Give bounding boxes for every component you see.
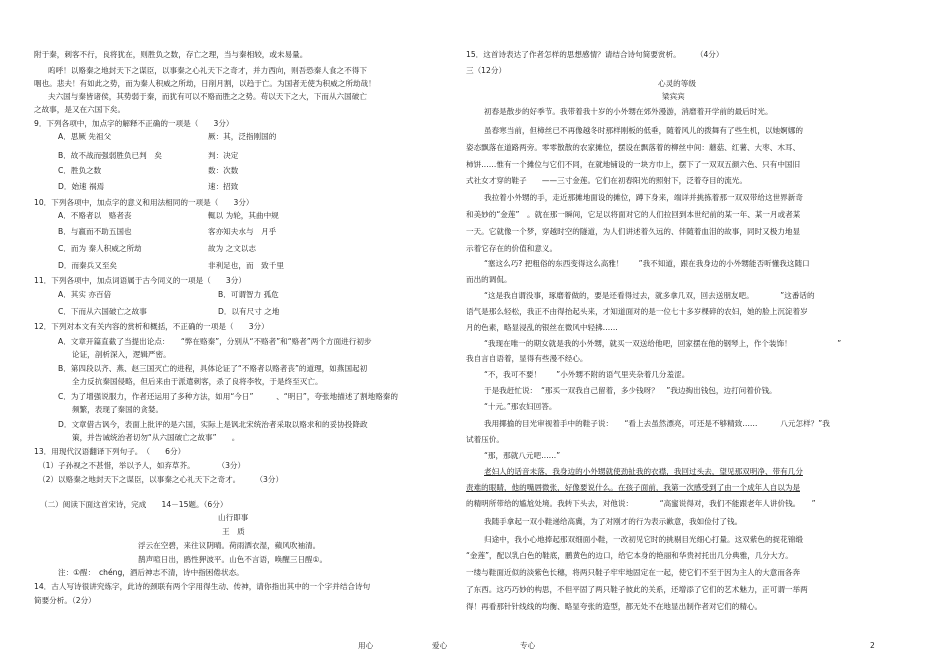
right-text-line-25: “那，那就八元吧……”: [484, 451, 561, 460]
left-text-line-27: D．以有尺寸 之地: [218, 307, 280, 316]
left-text-line-12: D．始速 祸焉: [58, 182, 105, 191]
left-text-line-45: 注：①酲： chéng，酒后神志不清，诗中指困倦状态。: [58, 568, 244, 577]
left-text-line-8: B．故不战而强弱胜负已判 矣: [58, 151, 162, 160]
left-text-line-34: 频繁，表现了秦国的贪婪。: [72, 405, 164, 414]
right-text-line-8: 式社女才穿的鞋子 ——三寸金莲。它们在初春阳光的照射下，泛着夺目的流光。: [466, 176, 747, 185]
left-text-line-29: A．文章开篇直截了当提出论点： “弊在赂秦”，分别从“不赂者”和“赂者”两个方面进行初步: [58, 337, 372, 346]
left-text-line-47: 简要分析。（2分）: [34, 596, 96, 605]
left-text-line-10: C．胜负之数: [58, 166, 102, 175]
left-text-line-23: 11．下列各项中，加点词语属于古今同义的一项是（ 3分）: [34, 276, 246, 285]
right-text-line-21: 于是我赶忙说： “那买一双我自己留着，多少钱呀？ ”我边掏出钱包，边打问着价钱。: [484, 386, 777, 395]
left-text-line-5: 9．下列各项中，加点字的解释不正确的一项是（ 3分）: [34, 119, 234, 128]
left-text-line-17: B．与嬴而不助五国也: [58, 227, 132, 236]
right-text-line-30: 归途中，我小心地捧起那双细面小鞋，一改初见它时的挑剔目光细心打量。这双紫色的捉花锦缎: [484, 535, 803, 544]
left-text-line-3: 夫六国与秦皆诸侯，其势弱于秦，而犹有可以不赂而胜之之势。苟以天下之大，下而从六国破亡: [48, 92, 367, 101]
left-text-line-31: B．第四段以齐、燕、赵三国灭亡的进程，具体论证了“不赂者以赂者丧”的道理，如燕国起初: [58, 364, 368, 373]
right-text-line-4: 初春是散步的好季节。我带着我十岁的小外甥在郊外漫游，消磨着开学前的最后时光。: [484, 107, 773, 116]
left-text-line-42: 王 质: [222, 527, 245, 536]
footer-text-3: 专心: [520, 641, 536, 650]
left-text-line-40: （二）阅读下面这首宋诗，完成 14－15题。（6分）: [40, 500, 228, 509]
right-text-line-14: 而出的调侃。: [466, 275, 512, 284]
right-text-line-5: 虽春寒当前，但樟丝已不再像越冬时那样刚板的低垂，随着风儿的拨舞有了些生机，以她婀娜的: [484, 126, 803, 135]
right-text-line-3: 梁宾宾: [662, 92, 685, 101]
left-text-line-14: 10．下列各项中，加点字的意义和用法相同的一项是（ 3分）: [34, 198, 254, 207]
right-text-line-6: 姿态飘落在道路两旁。零零散散的农家摊位，摆设在飘落着的柳丝中间：蘑菇、红薯、大枣、木耳、: [466, 143, 801, 152]
right-text-line-18: “我现在唯一的期女就是我的小外甥，就买一双送给他吧，回家摆在他的钢琴上，作个装饰！ ”: [484, 339, 842, 348]
left-text-line-30: 论证，剖析深入，逻辑严密。: [72, 350, 171, 359]
right-text-line-13: “塞这么巧? 把粗俗的东西变得这么高雅！ ”我不知道，跟在我身边的小外甥能否听懂我这随口: [484, 259, 810, 268]
left-text-line-43: 浮云在空碧，来往议阴晴。荷雨洒衣湿，蘋风吹袖清。: [138, 541, 321, 550]
left-text-line-35: D．文章借古讽今，表面上批评的是六国，实际上是讽北宋统治者采取以赂求和的妥协投降政: [58, 420, 368, 429]
right-text-line-28: 的精明所带给的尴尬处境。我转下头去，对他说： “高蜜说得对，我们不能跟老年人讲价钱。 ”: [466, 499, 816, 508]
right-text-line-34: 得！再看那针针线线的均衡、略显夸张的造型，都无处不在地显出制作者对它们的精心。: [466, 602, 763, 611]
left-text-line-22: 非利足也，而 致千里: [208, 261, 284, 270]
right-text-line-1: 三（12分）: [466, 66, 507, 75]
left-text-line-36: 策，并告诫统治者切勿“从六国破亡之故事” 。: [72, 433, 240, 442]
right-text-line-0: 15．这首诗表达了作者怎样的思想感情？请结合诗句简要赏析。 （4分）: [466, 50, 724, 59]
left-text-line-4: 之故事，是又在六国下矣。: [34, 105, 126, 114]
left-text-line-20: 故为 之文以志: [208, 244, 256, 253]
right-text-line-26: 老妇人的话音未落，我身边的小外甥就使劲扯我的衣襟，我回过头去，望见那双明净、带有几分: [484, 467, 803, 476]
left-text-line-18: 客亦知夫水与 月乎: [208, 227, 277, 236]
right-text-line-24: 试着压价。: [466, 435, 504, 444]
right-text-line-19: 我自言自语着，显得有些漫不经心。: [466, 354, 588, 363]
left-text-line-6: A．思厥 先祖父: [58, 132, 112, 141]
left-text-line-19: C．而为 秦人积威之所劫: [58, 244, 142, 253]
left-text-line-39: （2）以赂秦之地封天下之谋臣，以事秦之心礼天下之奇才。 （3分）: [38, 475, 284, 484]
right-text-line-10: 和美妙的“金莲” 。就在那一瞬间，它足以将面对它的人们拉回到本世纪前的某一年、某一月或者某: [466, 210, 801, 219]
right-text-line-22: “十元。”那农妇回答。: [484, 402, 557, 411]
footer-text-1: 用心: [358, 641, 374, 650]
left-text-line-38: （1）子孙视之不甚惜，举以予人，如弃草芥。 （3分）: [38, 461, 246, 470]
left-text-line-11: 数：次数: [208, 166, 239, 175]
left-text-line-41: 山行即事: [218, 513, 249, 522]
left-text-line-2: 咽也。悲夫！有如此之势，而为秦人积威之所劫，日削月割，以趋于亡。为国者无使为积威之所劫哉！: [34, 79, 376, 88]
left-text-line-1: 呜呼！以赂秦之地封天下之谋臣，以事秦之心礼天下之奇才，并力西向，则吾恐秦人食之不得下: [48, 66, 367, 75]
left-text-line-7: 厥：其，泛指刚国的: [208, 132, 277, 141]
left-text-line-25: B．可谓智力 孤危: [218, 290, 279, 299]
right-text-line-12: 示着它存在的价值和意义。: [466, 244, 558, 253]
right-text-line-9: 我拉着小外甥的手，走近那摊地面设的摊位，蹲下身来，端详并挑拣着那一双双带给这世界新奇: [484, 193, 803, 202]
left-text-line-26: C．下而从六国破亡之故事: [58, 307, 147, 316]
left-text-line-32: 全力反抗秦国侵略，但后来由于派遣刺客，杀了良将李牧，于是终至灭亡。: [72, 377, 323, 386]
left-text-line-16: 輒以 为轮，其曲中规: [208, 211, 279, 220]
right-text-line-29: 我随手拿起一双小鞋递给高冀，为了对刚才的行为表示歉意，我如俭付了钱。: [484, 517, 743, 526]
right-text-line-23: 我用揶揄的目光审视着手中的鞋子说： “看上去虽然漂亮，可还是不够精致…… 八元怎样？”我: [484, 419, 830, 428]
left-text-line-37: 13．用现代汉语翻译下列句子。 （ 6分）: [34, 447, 186, 456]
left-text-line-0: 附于秦，刺客不行，良将犹在，则胜负之数，存亡之理，当与秦相较，或未易量。: [34, 50, 308, 59]
left-text-line-28: 12．下列对本文有关内容的赏析和概括，不正确的一项是（ 3分）: [34, 322, 269, 331]
left-text-line-9: 判：决定: [208, 151, 239, 160]
left-text-line-21: D．而秦兵又至矣: [58, 261, 118, 270]
right-text-line-17: 月的色素，略显浸乱的银丝在微风中轻拂……: [466, 323, 618, 332]
right-text-line-20: “不，我可不要！ ”小外甥不附的语气里夹杂着几分羞涩。: [484, 370, 690, 379]
page-number: 2: [870, 641, 875, 650]
left-text-line-13: 速：招致: [208, 182, 239, 191]
right-text-line-27: 责难的眼睛，他的嘴唇微张，好像要说什么。在孩子面前，我第一次感受到了由一个成年人自以为是: [466, 483, 801, 492]
left-text-line-44: 鹊声喧日出，鸥性狎波平。山色不言语，唤醒三日酲①。: [138, 555, 328, 564]
right-text-line-11: 一天。它就像一个梦，穿越时空的隧道，为人们讲述着久远的、伴随着血泪的故事，同时又极力地显: [466, 227, 801, 236]
right-text-line-32: 一缕与鞋面近似的淡紫色长穗，将两只鞋子牢牢地固定在一起，使它们不至于因为主人的大意而各奔: [466, 568, 801, 577]
left-text-line-15: A．不赂者以 赂者丧: [58, 211, 132, 220]
right-text-line-7: 柿饼……惟有一个摊位与它们不同，在就地铺设的一块方巾上，摆下了一双双五颜六色、只有中国旧: [466, 160, 801, 169]
left-text-line-24: A．其实 亦百倍: [58, 290, 112, 299]
left-text-line-46: 14．古人写诗很讲究炼字，此诗的颈联有两个字用得生动、传神，请你指出其中的一个字并结合诗句: [34, 582, 371, 591]
right-text-line-31: “金莲”，配以乳白色的鞋底，鹏黄色的边口，给它本身的艳丽和华贵衬托出几分典雅，几分大方。: [466, 551, 793, 560]
left-text-line-33: C．为了增强说服力，作者还运用了多种方法，如用“今日” 、“明日”，夸张地描述了割地赂秦的: [58, 392, 398, 401]
right-text-line-16: 语气是那么轻松，我正不由得抬起头来，才知道面对的是一位七十多岁棵碎的农妇，她的脸上沉淀着岁: [466, 307, 808, 316]
footer-text-2: 爱心: [432, 641, 448, 650]
right-text-line-15: “这是我自谓没事，琢磨着做的，要是还看得过去，就多拿几双，回去送朋友吧。 ”这番话的: [484, 291, 815, 300]
right-text-line-2: 心灵的等级: [658, 79, 696, 88]
right-text-line-33: 了东西。这巧巧妙的构思，不但平固了两只鞋子彼此的关系，还增添了它们的艺术魅力，正可谓一举两: [466, 585, 808, 594]
